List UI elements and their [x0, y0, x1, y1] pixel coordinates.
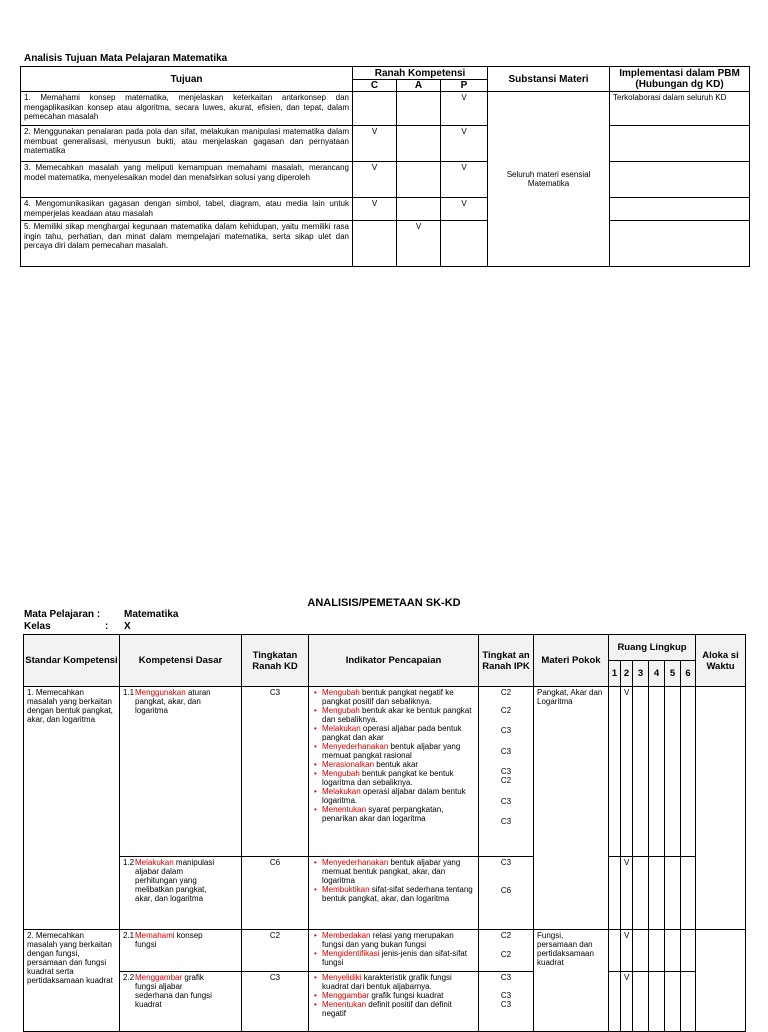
- kd-text: manipulasi aljabar dalam perhitungan yang melibatkan pangkat, akar, dan logaritma: [135, 858, 215, 903]
- check-p: [441, 221, 488, 267]
- ipk-cell: C3 C6: [479, 857, 534, 930]
- tujuan-row-3: 3. Memecahkan masalah yang meliputi kemampuan memahami masalah, merancang model matematika, menyelesaikan model dan menafsirkan solusi yang diperoleh: [21, 162, 353, 198]
- header-p: P: [441, 80, 488, 92]
- header-tingkat-ranah-ipk: Tingkat an Ranah IPK: [479, 635, 534, 687]
- rl-check: V: [621, 930, 633, 972]
- indikator-item: • Menyederhanakan bentuk aljabar yang memuat bentuk pangkat, akar, dan logaritma: [322, 858, 475, 885]
- ipk-cell: C3 C3 C3: [479, 972, 534, 1032]
- indikator-item: • Mengubah bentuk akar ke bentuk pangkat dan sebaliknya.: [322, 706, 475, 724]
- header-rl-3: 3: [633, 661, 649, 687]
- kd-1-2: [120, 857, 242, 930]
- kd-verb: Melakukan: [135, 858, 174, 867]
- check-p: V: [441, 126, 488, 162]
- kd-verb: Memahami: [135, 931, 175, 940]
- check-p: V: [441, 92, 488, 126]
- sk-kd-table: [23, 634, 746, 1032]
- tujuan-table: [20, 66, 750, 267]
- implementasi-cell: Terkolaborasi dalam seluruh KD: [610, 92, 750, 126]
- rl-check: V: [621, 857, 633, 930]
- sk-1: 1. Memecahkan masalah yang berkaitan dengan bentuk pangkat, akar, dan logaritma: [24, 687, 120, 930]
- indikator-item: • Mengubah bentuk pangkat negatif ke pangkat positif dan sebaliknya.: [322, 688, 475, 706]
- kd-level: C2: [242, 930, 309, 972]
- header-materi-pokok: Materi Pokok: [534, 635, 609, 687]
- check-c: V: [353, 162, 397, 198]
- rl-check: V: [621, 972, 633, 1032]
- kd-text: konsep fungsi: [135, 931, 203, 949]
- indikator-item: • Menyederhanakan bentuk aljabar yang memuat pangkat rasional: [322, 742, 475, 760]
- header-rl-6: 6: [681, 661, 696, 687]
- kd-2-1: [120, 930, 242, 972]
- check-a: [397, 198, 441, 221]
- indikator-cell: [309, 972, 479, 1032]
- header-substansi-materi: Substansi Materi: [488, 67, 610, 92]
- kd-1-1: [120, 687, 242, 857]
- header-rl-2: 2: [621, 661, 633, 687]
- indikator-item: • Menentukan syarat perpangkatan, penarikan akar dan logaritma: [322, 805, 475, 823]
- tujuan-row-5: 5. Memiliki sikap menghargai kegunaan matematika dalam kehidupan, yaitu memiliki rasa ingin tahu, perhatian, dan minat dalam mempelajari matematika, serta sikap ulet dan percaya diri dalam pemecahan masalah.: [21, 221, 353, 267]
- kd-2-2: [120, 972, 242, 1032]
- header-indikator: Indikator Pencapaian: [309, 635, 479, 687]
- check-c: V: [353, 126, 397, 162]
- kd-text: grafik fungsi aljabar sederhana dan fungsi kuadrat: [135, 973, 212, 1009]
- indikator-item: • Melakukan operasi aljabar dalam bentuk logaritma.: [322, 787, 475, 805]
- ipk-cell: C2 C2 C3 C3 C3 C2 C3 C3: [479, 687, 534, 857]
- indikator-item: • Menggambar grafik fungsi kuadrat: [322, 991, 475, 1000]
- indikator-cell: [309, 930, 479, 972]
- header-standar-kompetensi: Standar Kompetensi: [24, 635, 120, 687]
- header-rl-4: 4: [649, 661, 665, 687]
- kelas-value: X: [124, 621, 131, 632]
- indikator-item: • Mengidentifikasi jenis-jenis dan sifat-sifat fungsi: [322, 949, 475, 967]
- implementasi-cell: [610, 198, 750, 221]
- check-c: [353, 92, 397, 126]
- indikator-item: • Membuktikan sifat-sifat sederhana tentang bentuk pangkat, akar, dan logaritma: [322, 885, 475, 903]
- indikator-cell: [309, 687, 479, 857]
- mapel-value: Matematika: [124, 609, 179, 620]
- header-ruang-lingkup: Ruang Lingkup: [609, 635, 696, 661]
- kelas-colon: :: [105, 621, 109, 632]
- implementasi-cell: [610, 162, 750, 198]
- indikator-item: • Melakukan operasi aljabar pada bentuk pangkat dan akar: [322, 724, 475, 742]
- check-p: V: [441, 198, 488, 221]
- check-a: V: [397, 221, 441, 267]
- materi-pokok: Pangkat, Akar dan Logaritma: [534, 687, 609, 930]
- sk-2: 2. Memecahkan masalah yang berkaitan dengan fungsi, persamaan dan fungsi kuadrat serta pertidaksamaan kuadrat: [24, 930, 120, 1032]
- indikator-item: • Membedakan relasi yang merupakan fungsi dan yang bukan fungsi: [322, 931, 475, 949]
- mapel-label: Mata Pelajaran :: [24, 609, 101, 620]
- indikator-item: • Menyelidiki karakteristik grafik fungsi kuadrat dari bentuk aljabarnya.: [322, 973, 475, 991]
- tujuan-row-2: 2. Menggunakan penalaran pada pola dan sifat, melakukan manipulasi matematika dalam membuat generalisasi, menyusun bukti, atau menjelaskan gagasan dan pernyataan matematika: [21, 126, 353, 162]
- kd-verb: Menggunakan: [135, 688, 186, 697]
- header-a: A: [397, 80, 441, 92]
- kd-level: C3: [242, 972, 309, 1032]
- header-c: C: [353, 80, 397, 92]
- kd-number: 2.2: [123, 973, 135, 982]
- header-rl-5: 5: [665, 661, 681, 687]
- kd-verb: Menggambar: [135, 973, 183, 982]
- implementasi-cell: [610, 126, 750, 162]
- check-a: [397, 162, 441, 198]
- kd-number: 1.1: [123, 688, 135, 697]
- kd-level: C6: [242, 857, 309, 930]
- header-implementasi: Implementasi dalam PBM (Hubungan dg KD): [610, 67, 750, 92]
- rl-check: V: [621, 687, 633, 857]
- section1-title: Analisis Tujuan Mata Pelajaran Matematika: [24, 53, 228, 64]
- section2-title: ANALISIS/PEMETAAN SK-KD: [307, 597, 461, 609]
- kd-text: aturan pangkat, akar, dan logaritma: [135, 688, 211, 715]
- check-c: [353, 221, 397, 267]
- tujuan-row-1: 1. Memahami konsep matematika, menjelaskan keterkaitan antarkonsep dan mengaplikasikan konsep atau algoritma, secara luwes, akurat, efisien, dan tepat, dalam pemecahan masalah: [21, 92, 353, 126]
- indikator-cell: [309, 857, 479, 930]
- check-a: [397, 126, 441, 162]
- kelas-label: Kelas: [24, 621, 51, 632]
- indikator-item: • Merasionalkan bentuk akar: [322, 760, 475, 769]
- substansi-cell: Seluruh materi esensial Matematika: [488, 92, 610, 267]
- indikator-item: • Menentukan definit positif dan definit negatif: [322, 1000, 475, 1018]
- tujuan-row-4: 4. Mengomunikasikan gagasan dengan simbol, tabel, diagram, atau media lain untuk memperjelas keadaan atau masalah: [21, 198, 353, 221]
- check-p: V: [441, 162, 488, 198]
- check-c: V: [353, 198, 397, 221]
- implementasi-cell: [610, 221, 750, 267]
- check-a: [397, 92, 441, 126]
- indikator-item: • Mengubah bentuk pangkat ke bentuk logaritma dan sebaliknya.: [322, 769, 475, 787]
- header-kompetensi-dasar: Kompetensi Dasar: [120, 635, 242, 687]
- header-alokasi-waktu: Aloka si Waktu: [696, 635, 746, 687]
- ipk-cell: C2 C2: [479, 930, 534, 972]
- header-ranah-kompetensi: Ranah Kompetensi: [353, 67, 488, 80]
- kd-level: C3: [242, 687, 309, 857]
- header-tingkatan-ranah-kd: Tingkatan Ranah KD: [242, 635, 309, 687]
- header-rl-1: 1: [609, 661, 621, 687]
- materi-pokok: Fungsi, persamaan dan pertidaksamaan kuadrat: [534, 930, 609, 1032]
- kd-number: 1.2: [123, 858, 135, 867]
- kd-number: 2.1: [123, 931, 135, 940]
- header-tujuan: Tujuan: [21, 67, 353, 92]
